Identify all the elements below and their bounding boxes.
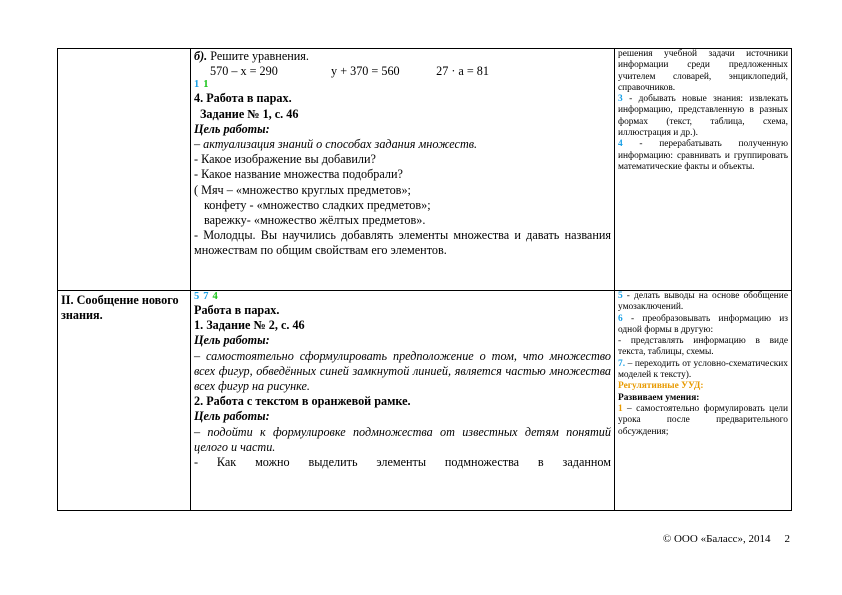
goal-label: Цель работы: — [194, 121, 270, 136]
equation-2: у + 370 = 560 — [331, 64, 400, 79]
uud-item: 7. – переходить от условно-схематических моделей к тексту). — [618, 358, 788, 381]
content-cell — [191, 291, 615, 511]
question-text: - Как можно выделить элементы подмножества в заданном — [194, 455, 611, 470]
pair-work-heading: 4. Работа в парах. — [194, 91, 292, 106]
skill-marks: 1 1 — [194, 79, 209, 91]
uud-cell — [615, 291, 792, 511]
regulatory-heading: Регулятивные УУД: — [618, 381, 704, 392]
answer-3: варежку- «множество жёлтых предметов». — [204, 213, 426, 228]
develop-label: Развиваем умения: — [618, 392, 700, 403]
page-footer — [600, 533, 790, 545]
stage-cell: II. Сообщение нового знания. — [58, 291, 191, 511]
table-row — [58, 291, 792, 511]
stage-cell — [58, 49, 191, 291]
copyright-text: © ООО «Баласс», 2014 — [662, 533, 771, 545]
goal-text: – актуализация знаний о способах задания множеств. — [194, 137, 478, 152]
goal-text: – самостоятельно сформулировать предположение о том, что множество всех фигур, обведённых синей замкнутой линией, является частью множества всех фигур на рисунке. — [194, 348, 611, 394]
page-number: 2 — [784, 533, 790, 545]
pair-work-heading: Работа в парах. — [194, 303, 280, 317]
uud-item: 1 – самостоятельно формулировать цели урока после предварительного обсуждения; — [618, 403, 788, 437]
answer-2: конфету - «множество сладких предметов»; — [204, 197, 431, 212]
uud-item: решения учебной задачи источники информации среди предложенных учителем словарей, энциклопедий, справочников. — [618, 49, 788, 93]
lesson-table — [57, 48, 792, 511]
task-heading: 1. Задание № 2, с. 46 — [194, 318, 305, 333]
uud-item: 4 - перерабатывать полученную информацию: сравнивать и группировать математические факты и объекты. — [618, 139, 788, 172]
goal-label: Цель работы: — [194, 333, 270, 348]
goal-text-2: – подойти к формулировке подмножества от известных детям понятий целого и части. — [194, 424, 611, 454]
uud-item: 6 - преобразовывать информацию из одной формы в другую: — [618, 313, 788, 335]
table-row — [58, 49, 792, 291]
praise-text: - Молодцы. Вы научились добавлять элементы множества и давать названия множествам по общим свойствам его элементов. — [194, 228, 611, 258]
task-heading: Задание № 1, с. 46 — [200, 106, 299, 121]
skill-marks: 5 7 4 — [194, 291, 218, 302]
uud-item: 5 - делать выводы на основе обобщение умозаключений. — [618, 291, 788, 313]
question-1: - Какое изображение вы добавили? — [194, 152, 376, 167]
answer-1: ( Мяч – «множество круглых предметов»; — [194, 182, 411, 197]
task-b-line: б). Решите уравнения. — [194, 49, 309, 63]
question-2: - Какое название множества подобрали? — [194, 167, 403, 182]
equations-line — [194, 64, 611, 79]
equation-3: 27 · а = 81 — [436, 64, 489, 79]
uud-item: - представлять информацию в виде текста, таблицы, схемы. — [618, 336, 788, 358]
goal-label-2: Цель работы: — [194, 409, 270, 424]
task-2-heading: 2. Работа с текстом в оранжевой рамке. — [194, 394, 411, 409]
uud-item: 3 - добывать новые знания: извлекать информацию, представленную в разных формах (текст, таблица, схема, иллюстрация и др.). — [618, 94, 788, 139]
content-cell — [191, 49, 615, 291]
uud-cell — [615, 49, 792, 291]
equation-1: 570 – х = 290 — [210, 64, 278, 79]
